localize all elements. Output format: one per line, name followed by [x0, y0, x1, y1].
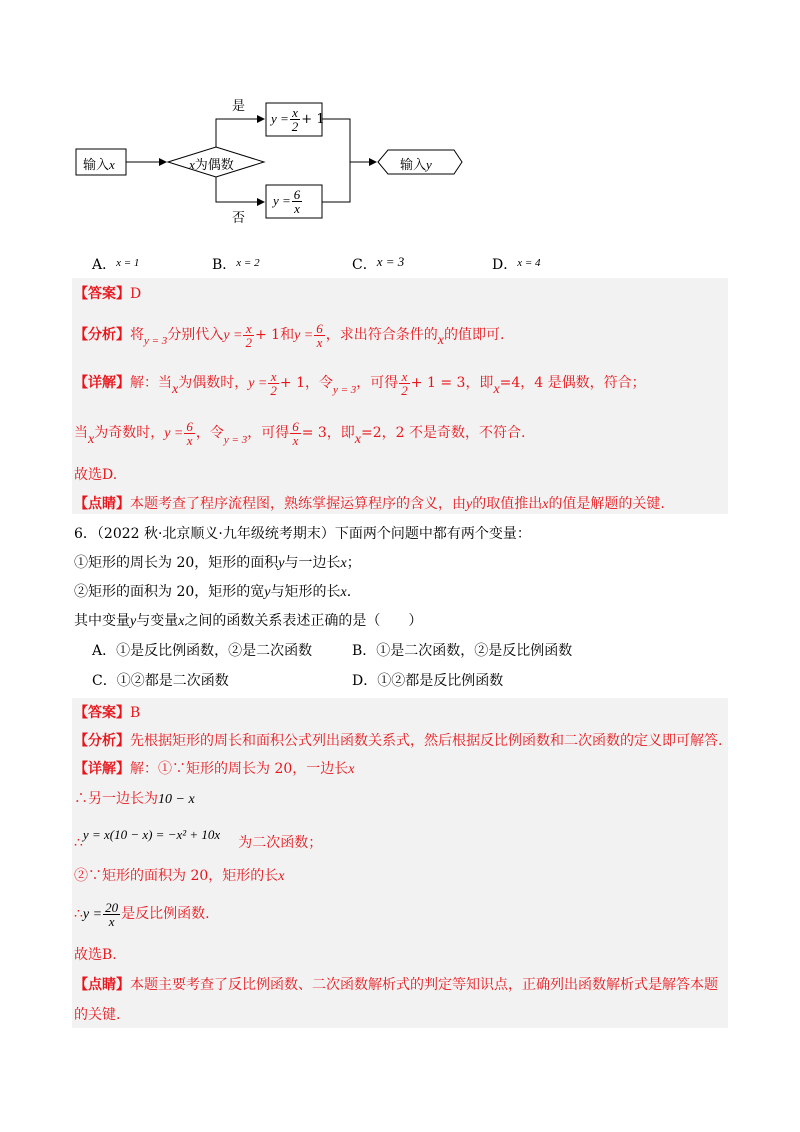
condition-label: x为偶数	[189, 157, 234, 173]
q5-detail-line1: 【详解】解：当x为偶数时，y = $\frac{x}{2}$ + 1，令$_{y = 3}$，可得 $\frac{x}{2}$ + 1 = 3，即x=4，4 是偶数，符合；	[74, 368, 646, 398]
output-label: 输入y	[400, 157, 432, 173]
q6-choose: 故选B.	[74, 947, 117, 963]
q5-choose: 故选D.	[74, 467, 118, 483]
q6-detail-line3: ∴y = x(10 − x) = −x² + 10x为二次函数；	[74, 827, 323, 851]
q5-comment: 【点睛】本题考查了程序流程图，熟练掌握运算程序的含义，由y的取值推出x的值是解题的关键.	[74, 496, 665, 512]
q5-option-c: C．x = 3	[352, 254, 405, 273]
q5-option-a: A．$^{x = 1}$	[92, 257, 140, 273]
merge-line	[322, 119, 350, 202]
input-label: 输入x	[83, 157, 115, 173]
q6-option-c: C．①②都是二次函数	[92, 673, 229, 689]
no-label: 否	[232, 211, 246, 226]
flowchart	[70, 95, 470, 230]
arrow-no	[216, 177, 264, 202]
formula-no: y = $\frac{6}{x}$	[273, 187, 301, 216]
q5-option-b: B．$^{x = 2}$	[212, 257, 260, 273]
yes-label: 是	[232, 99, 246, 114]
q6-detail-line2: ∴另一边长为10 − x	[74, 791, 195, 807]
q6-option-a: A．①是反比例函数，②是二次函数	[92, 643, 313, 659]
q6-option-d: D．①②都是反比例函数	[352, 673, 504, 689]
q6-answer: 【答案】B	[74, 705, 141, 721]
q6-question: 其中变量y与变量x之间的函数关系表述正确的是（ ）	[74, 613, 423, 629]
q6-header: 6．（2022 秋·北京顺义·九年级统考期末）下面两个问题中都有两个变量：	[74, 526, 531, 542]
q6-detail-line5: ∴y = $\frac{20}{x}$ 是反比例函数.	[74, 899, 210, 929]
formula-yes: y = $\frac{x}{2}$ + 1	[271, 105, 325, 134]
q6-option-b: B．①是二次函数，②是反比例函数	[352, 643, 573, 659]
q5-analysis: 【分析】将$_{y = 3}$分别代入y = $\frac{x}{2}$ + 1和y = $\frac{6}{x}$ ，求出符合条件的x的值即可.	[74, 320, 505, 350]
q6-detail-line4: ②∵矩形的面积为 20，矩形的长x	[74, 868, 285, 884]
q6-item1: ①矩形的周长为 20，矩形的面积y与一边长x；	[74, 555, 361, 571]
q5-answer: 【答案】D	[74, 286, 142, 302]
q5-detail-line2: 当x为奇数时，y = $\frac{6}{x}$ ，令$_{y = 3}$，可得 $\frac{6}{x}$ = 3，即x=2，2 不是奇数，不符合.	[74, 418, 526, 448]
q5-option-d: D．$^{x = 4}$	[492, 257, 541, 273]
arrow-yes	[216, 119, 264, 147]
q6-detail-line1: 【详解】解：①∵矩形的周长为 20，一边长x	[74, 761, 355, 777]
q6-item2: ②矩形的面积为 20，矩形的宽y与矩形的长x.	[74, 584, 352, 600]
q6-comment-line2: 的关键.	[74, 1007, 121, 1023]
q6-comment-line1: 【点睛】本题主要考查了反比例函数、二次函数解析式的判定等知识点，正确列出函数解析式是解答本题	[74, 977, 718, 993]
q6-analysis: 【分析】先根据矩形的周长和面积公式列出函数关系式，然后根据反比例函数和二次函数的定义即可解答.	[74, 733, 723, 749]
